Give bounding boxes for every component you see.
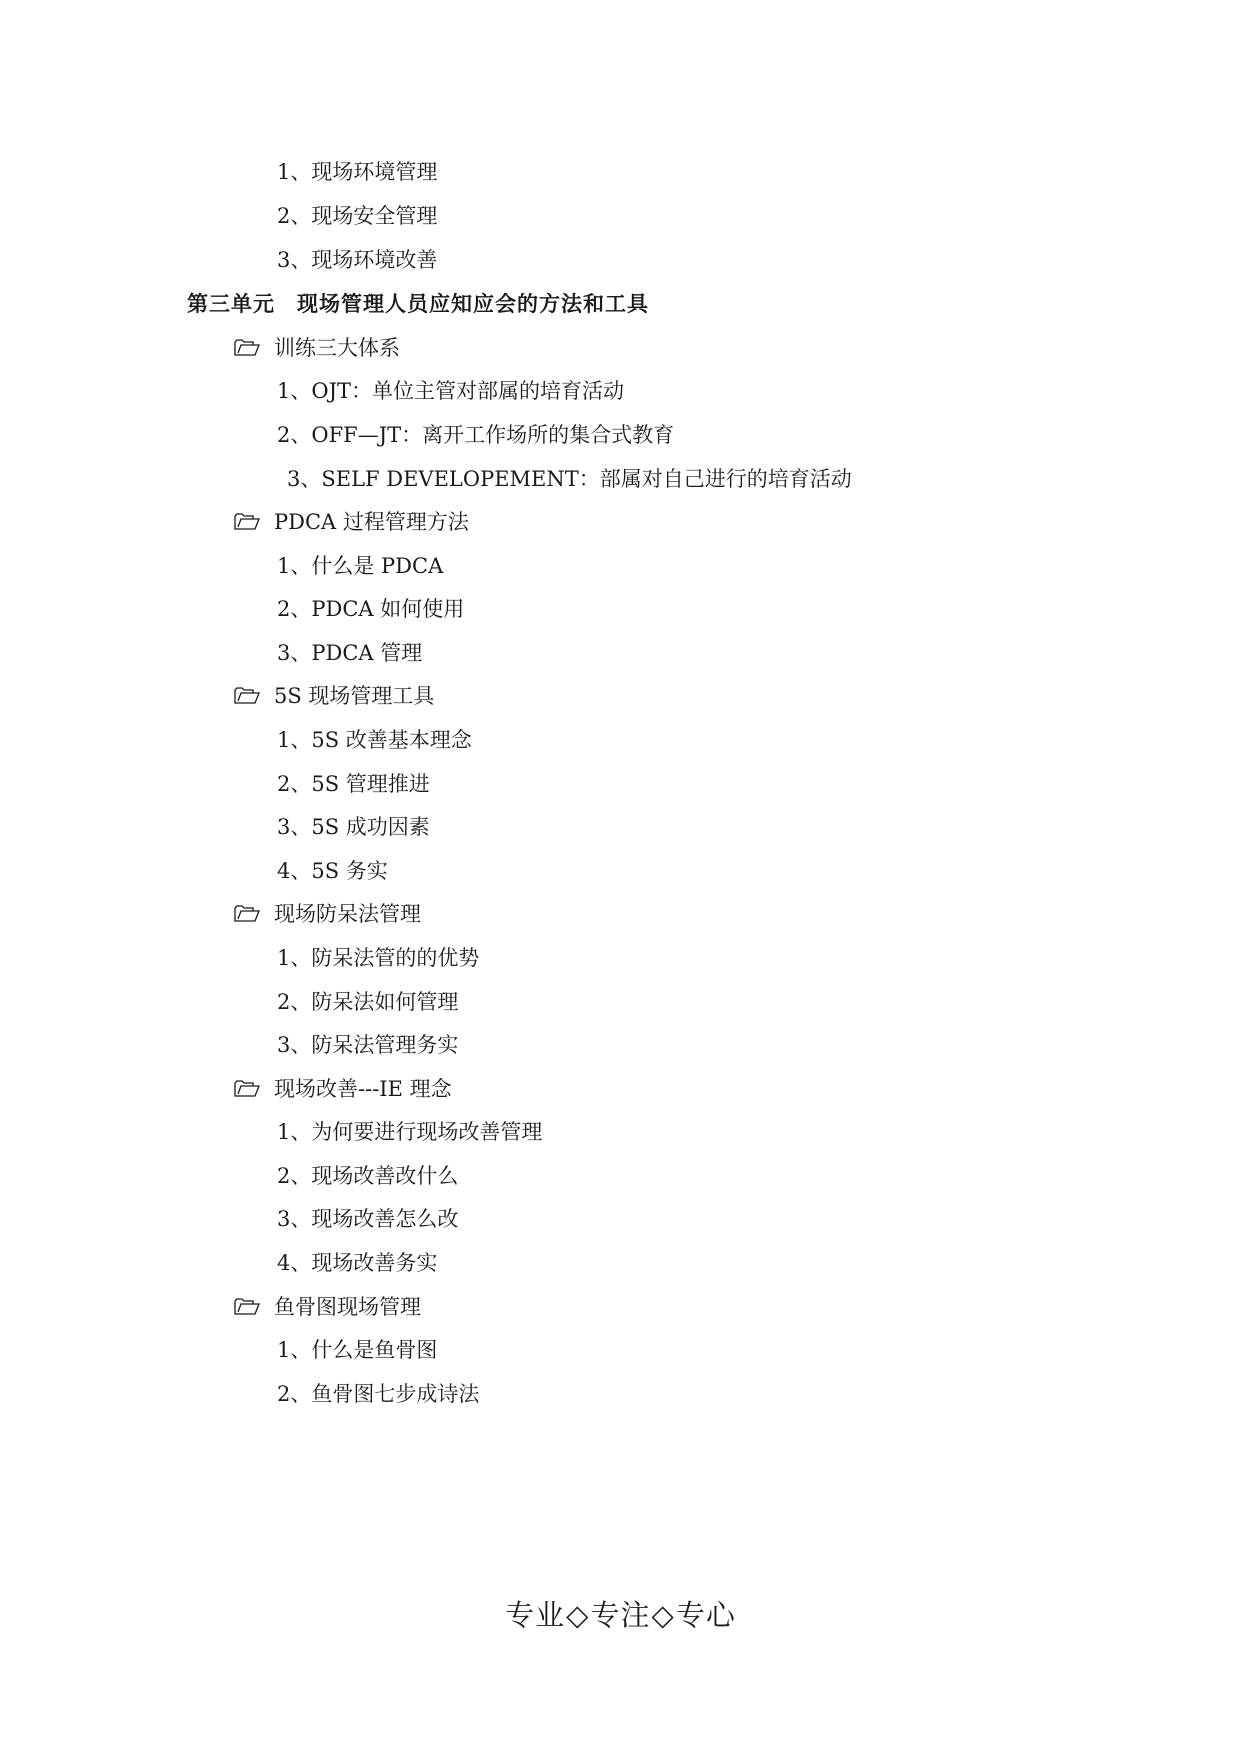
list-item: 2、5S 管理推进 — [277, 772, 430, 796]
unit-title: 现场管理人员应知应会的方法和工具 — [297, 292, 649, 316]
folder-open-icon — [234, 1080, 260, 1098]
list-item: 3、PDCA 管理 — [277, 641, 423, 665]
footer-word: 专心 — [675, 1598, 736, 1632]
section-heading — [234, 899, 421, 929]
list-item: 2、鱼骨图七步成诗法 — [277, 1382, 480, 1406]
list-item: 2、现场改善改什么 — [277, 1164, 459, 1188]
list-item: 3、现场环境改善 — [277, 248, 438, 272]
list-item: 2、OFF—JT：离开工作场所的集合式教育 — [277, 423, 675, 447]
folder-open-icon — [234, 513, 260, 531]
section-title: 训练三大体系 — [274, 336, 400, 360]
section-heading — [234, 507, 469, 537]
list-item: 1、OJT：单位主管对部属的培育活动 — [277, 379, 625, 403]
section-title: 现场防呆法管理 — [274, 902, 421, 926]
folder-open-icon — [234, 905, 260, 923]
folder-open-icon — [234, 1298, 260, 1316]
list-item: 3、SELF DEVELOPEMENT：部属对自己进行的培育活动 — [287, 467, 852, 491]
folder-open-icon — [234, 339, 260, 357]
section-title: 现场改善---IE 理念 — [274, 1077, 452, 1101]
section-title: 鱼骨图现场管理 — [274, 1295, 421, 1319]
list-item: 3、5S 成功因素 — [277, 815, 430, 839]
unit-heading — [187, 289, 649, 319]
footer-word: 专注 — [590, 1598, 651, 1632]
section-heading — [234, 1074, 452, 1104]
section-title: PDCA 过程管理方法 — [274, 510, 469, 534]
section-heading — [234, 333, 400, 363]
diamond-separator: ◇ — [651, 1598, 675, 1632]
list-item: 1、5S 改善基本理念 — [277, 728, 472, 752]
list-item: 3、现场改善怎么改 — [277, 1207, 459, 1231]
section-heading — [234, 681, 434, 711]
page-footer — [0, 1595, 1241, 1635]
folder-open-icon — [234, 687, 260, 705]
list-item: 1、现场环境管理 — [277, 160, 438, 184]
list-item: 2、现场安全管理 — [277, 204, 438, 228]
list-item: 1、防呆法管的的优势 — [277, 946, 480, 970]
footer-word: 专业 — [505, 1598, 566, 1632]
list-item: 1、什么是 PDCA — [277, 554, 444, 578]
section-title: 5S 现场管理工具 — [274, 684, 435, 708]
list-item: 1、什么是鱼骨图 — [277, 1338, 438, 1362]
list-item: 4、5S 务实 — [277, 859, 388, 883]
diamond-separator: ◇ — [566, 1598, 590, 1632]
section-heading — [234, 1292, 421, 1322]
list-item: 2、防呆法如何管理 — [277, 990, 459, 1014]
list-item: 4、现场改善务实 — [277, 1251, 438, 1275]
list-item: 3、防呆法管理务实 — [277, 1033, 459, 1057]
list-item: 1、为何要进行现场改善管理 — [277, 1120, 543, 1144]
list-item: 2、PDCA 如何使用 — [277, 597, 465, 621]
unit-label: 第三单元 — [187, 292, 275, 316]
